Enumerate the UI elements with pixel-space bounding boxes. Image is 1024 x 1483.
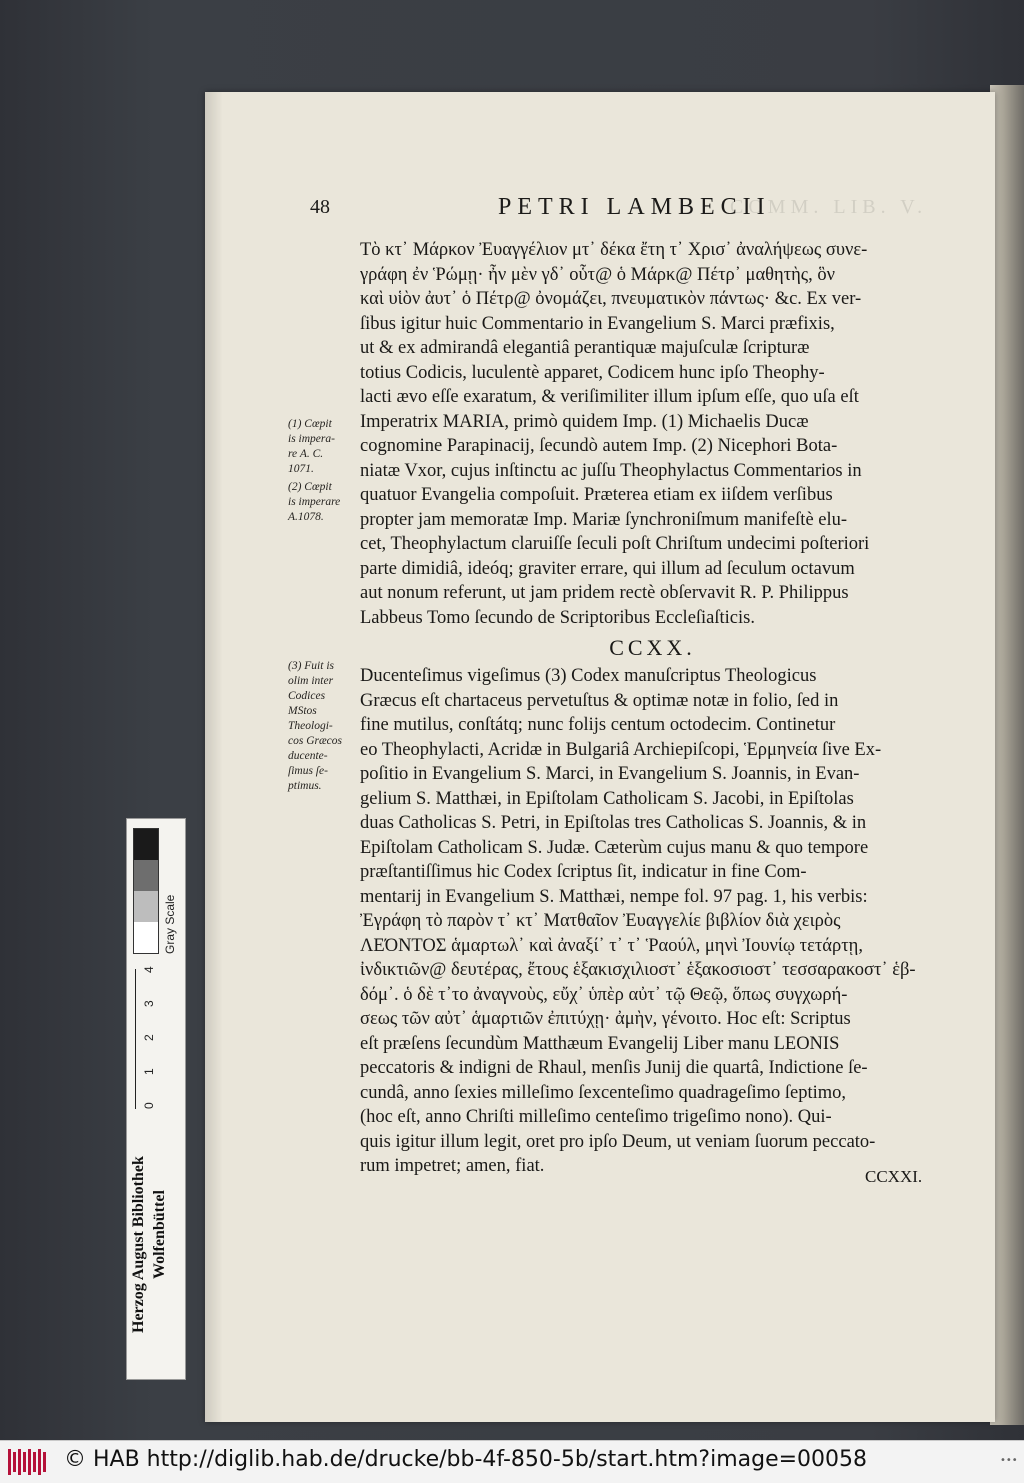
text-line: γράφη ἐν Ῥώμῃ· ἦν μὲν γδ᾽ οὗτ@ ὁ Μάρκ@ Πέτρ᾽ μαθητὴς, ὃν bbox=[360, 264, 836, 285]
text-line: præſtantiſſimus hic Codex ſcriptus ſit, indicatur in fine Com- bbox=[360, 862, 807, 882]
page-gutter-shadow bbox=[205, 92, 223, 1422]
margin-note-line: is imperare bbox=[288, 496, 341, 508]
text-line: quatuor Evangelia compoſuit. Præterea etiam ex iiſdem verſibus bbox=[360, 485, 833, 505]
margin-note-line: (3) Fuit is bbox=[288, 660, 334, 672]
text-line: poſitio in Evangelium S. Marci, in Evangelium S. Joannis, in Evan- bbox=[360, 764, 860, 784]
paragraph-1 bbox=[360, 238, 945, 630]
text-line: Labbeus Tomo ſecundo de Scriptoribus Eccleſiaſticis. bbox=[360, 607, 755, 628]
page-number: 48 bbox=[310, 196, 330, 218]
scale-mark: 0 bbox=[142, 1102, 156, 1109]
library-city: Wolfenbüttel bbox=[151, 1190, 168, 1279]
margin-note-line: cos Græcos bbox=[288, 735, 342, 747]
more-icon[interactable]: ••• bbox=[1000, 1455, 1018, 1466]
library-name: Herzog August Bibliothek bbox=[130, 1156, 147, 1333]
page-body bbox=[360, 238, 945, 1179]
gray-patch bbox=[134, 829, 158, 860]
margin-note-line: MStos bbox=[288, 705, 317, 717]
text-line: eſt præſens ſecundùm Matthæum Evangelij Liber manu LEONIS bbox=[360, 1033, 840, 1054]
facing-page-edge bbox=[990, 85, 1024, 1425]
margin-note-line: olim inter bbox=[288, 675, 334, 687]
gray-patch bbox=[134, 891, 158, 922]
text-line: Græcus eſt chartaceus pervetuſtus & optimæ notæ in folio, ſed in bbox=[360, 690, 839, 711]
gray-patch bbox=[134, 922, 158, 953]
show-through-text: COMM. LIB. V. bbox=[730, 196, 928, 218]
scale-mark: 3 bbox=[142, 1000, 156, 1007]
text-line: ut & ex admirandâ elegantiâ perantiquæ majuſculæ ſcripturæ bbox=[360, 338, 810, 358]
text-line: cet, Theophylactum claruiſſe ſeculi poſt Chriſtum undecimi poſteriori bbox=[360, 534, 870, 554]
scale-ruler bbox=[126, 818, 186, 1380]
margin-note-line: A.1078. bbox=[288, 511, 324, 523]
margin-note-line: ptimus. bbox=[288, 780, 322, 792]
gray-scale-label: Gray Scale bbox=[163, 894, 177, 954]
text-line: gelium S. Matthæi, in Epiſtolam Catholicam S. Jacobi, in Epiſtolas bbox=[360, 788, 854, 809]
scale-mark: 4 bbox=[142, 966, 156, 973]
gray-patch bbox=[134, 860, 158, 891]
text-line: niatæ Vxor, cujus inſtinctu ac juſſu Theophylactus Commentarios in bbox=[360, 460, 862, 481]
text-line: ſibus igitur huic Commentario in Evangelium S. Marci præfixis, bbox=[360, 313, 835, 334]
margin-note-line: Codices bbox=[288, 690, 326, 702]
text-line: mentarij in Evangelium S. Matthæi, nempe fol. 97 pag. 1, his verbis: bbox=[360, 886, 868, 907]
text-line: cundâ, anno ſexies milleſimo ſexcenteſimo quadrageſimo ſeptimo, bbox=[360, 1082, 847, 1103]
paragraph-2 bbox=[360, 664, 945, 1179]
scale-mark: 1 bbox=[142, 1068, 156, 1075]
text-line: propter jam memoratæ Imp. Mariæ ſynchroniſmum manifeſtè elu- bbox=[360, 509, 848, 530]
section-heading: CCXX. bbox=[609, 635, 696, 660]
scale-mark: 2 bbox=[142, 1034, 156, 1041]
hab-logo-icon bbox=[8, 1449, 48, 1475]
footer-bar bbox=[0, 1440, 1024, 1483]
margin-note-line: ſimus ſe- bbox=[288, 765, 328, 777]
text-line: (hoc eſt, anno Chriſti milleſimo centeſimo trigeſimo nono). Qui- bbox=[360, 1107, 832, 1127]
margin-note-line: ducente- bbox=[288, 750, 328, 762]
text-line: lacti ævo eſſe exaratum, & veriſimiliter illum ipſum eſſe, quo uſa eſt bbox=[360, 387, 859, 407]
text-line: ΛΕΌΝΤΟΣ ἁμαρτωλ᾽ καὶ ἀναξί᾽ τ᾽ τ᾽ Ῥαούλ, μηνὶ Ἰουνίῳ τετάρτῃ, bbox=[360, 935, 863, 956]
text-line: Ducenteſimus vigeſimus (3) Codex manuſcriptus Theologicus bbox=[360, 666, 817, 686]
running-head bbox=[310, 196, 950, 226]
text-line: duas Catholicas S. Petri, in Epiſtolas tres Catholicas S. Joannis, & in bbox=[360, 813, 867, 833]
text-line: fine mutilus, conſtátq; nunc folijs centum octodecim. Continetur bbox=[360, 715, 836, 735]
text-line: Epiſtolam Catholicam S. Judæ. Cæterùm cujus manu & quo tempore bbox=[360, 837, 869, 858]
cm-scale bbox=[135, 966, 156, 1109]
text-line: peccatoris & indigni de Rhaul, menſis Junij die quartâ, Indictione ſe- bbox=[360, 1058, 868, 1078]
margin-note-2 bbox=[288, 480, 358, 525]
text-line: totius Codicis, luculentè apparet, Codicem hunc ipſo Theophy- bbox=[360, 362, 825, 383]
text-line: cognomine Parapinacij, ſecundò autem Imp. (2) Nicephori Bota- bbox=[360, 436, 838, 456]
margin-note-line: re A. C. bbox=[288, 448, 324, 460]
footer-credit-link[interactable]: © HAB http://diglib.hab.de/drucke/bb-4f-850-5b/start.htm?image=00058 bbox=[64, 1447, 868, 1472]
text-line: Ἐγράφη τὸ παρὸν τ᾽ κτ᾽ Ματθαῖον Ἐυαγγελίε βιβλίον διὰ χειρὸς bbox=[360, 911, 841, 931]
margin-note-3 bbox=[288, 659, 358, 794]
text-line: rum impetret; amen, fiat. bbox=[360, 1156, 545, 1176]
text-line: ἰνδικτιῶν@ δευτέρας, ἔτους ἑξακισχιλιοστ᾽ ἑξακοσιοστ᾽ τεσσαρακοστ᾽ ἑβ- bbox=[360, 960, 916, 980]
gray-scale-patches bbox=[133, 828, 159, 954]
text-line: καὶ υἱὸν ἀυτ᾽ ὁ Πέτρ@ ὀνομάζει, πνευματικὸν πάντως· &c. Ex ver- bbox=[360, 289, 862, 309]
margin-note-line: (2) Cœpit bbox=[288, 481, 332, 493]
margin-note-line: is impera- bbox=[288, 433, 335, 445]
margin-note-line: 1071. bbox=[288, 463, 314, 475]
margin-note-1 bbox=[288, 417, 358, 477]
text-line: eo Theophylacti, Acridæ in Bulgariâ Archiepiſcopi, Ἑρμηνεία ſive Ex- bbox=[360, 739, 882, 760]
margin-note-line: (1) Cœpit bbox=[288, 418, 332, 430]
text-line: σεως τῶν αὐτ᾽ ἁμαρτιῶν ἐπιτύχῃ· ἀμὴν, γένοιτο. Hoc eſt: Scriptus bbox=[360, 1009, 851, 1029]
text-line: δόμ᾽. ὁ δὲ τ᾽το ἀναγνοὺς, εὔχ᾽ ὑπὲρ αὐτ᾽ τῷ Θεῷ, ὅπως συγχωρή- bbox=[360, 984, 848, 1005]
text-line: Imperatrix MARIA, primò quidem Imp. (1) Michaelis Ducæ bbox=[360, 411, 809, 432]
margin-notes bbox=[288, 417, 358, 792]
text-line: quis igitur illum legit, oret pro ipſo Deum, ut veniam ſuorum peccato- bbox=[360, 1131, 876, 1152]
catchword: CCXXI. bbox=[865, 1167, 923, 1186]
text-line: aut nonum referunt, ut jam pridem rectè obſervavit R. P. Philippus bbox=[360, 583, 849, 603]
text-line: parte dimidiâ, ideóq; graviter errare, qui illum ad ſeculum octavum bbox=[360, 558, 855, 579]
running-head-title: PETRI LAMBECII bbox=[498, 194, 771, 220]
text-line: Τὸ κτ᾽ Μάρκον Ἐυαγγέλιον μτ᾽ δέκα ἔτη τ᾽ Χρισ᾽ ἀναλήψεως συνε- bbox=[360, 240, 868, 260]
margin-note-line: Theologi- bbox=[288, 720, 333, 732]
